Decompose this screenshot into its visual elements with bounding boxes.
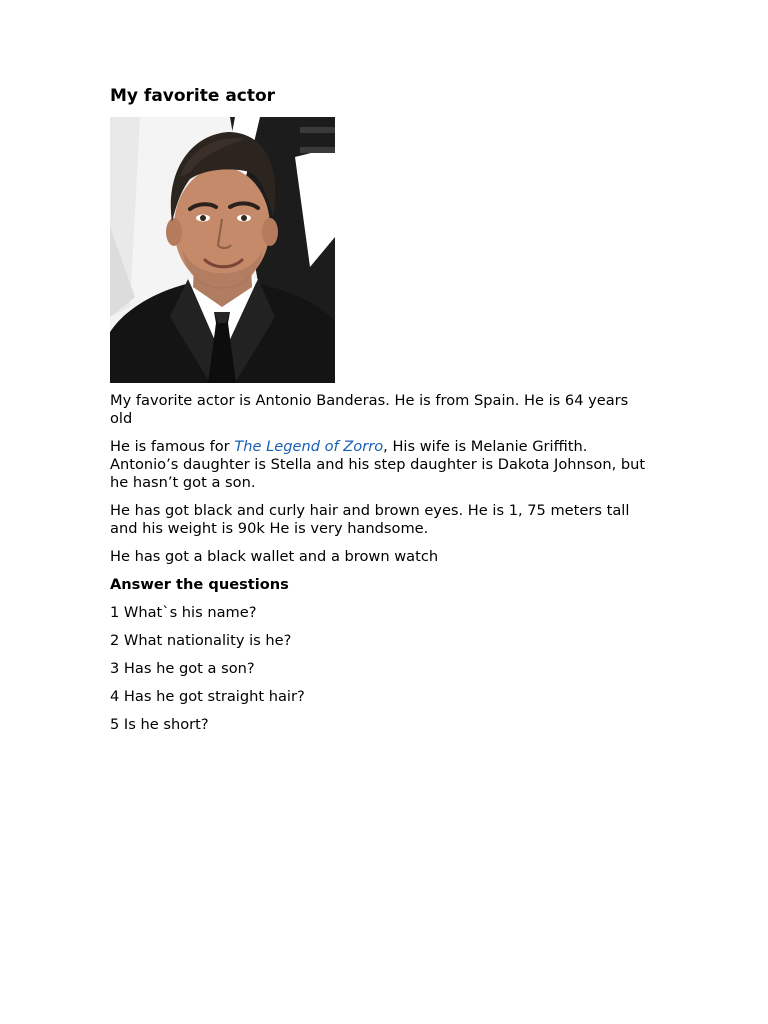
paragraph-famous-suffix: , His wife is Melanie Griffith. Antonio’s daughter is Stella and his step daughter is Dakota Johnson, but he hasn’t got a son. bbox=[110, 438, 646, 491]
paragraph-famous-prefix: He is famous for bbox=[110, 438, 235, 455]
movie-link[interactable]: The Legend of Zorro bbox=[234, 438, 384, 455]
question-item: 1 What`s his name? bbox=[110, 604, 257, 621]
article-body bbox=[110, 392, 655, 744]
paragraph-famous bbox=[110, 438, 655, 492]
question-item: 2 What nationality is he? bbox=[110, 632, 292, 649]
paragraph-possessions: He has got a black wallet and a brown watch bbox=[110, 548, 439, 565]
page-title: My favorite actor bbox=[110, 86, 276, 106]
question-item: 4 Has he got straight hair? bbox=[110, 688, 305, 705]
paragraph-intro: My favorite actor is Antonio Banderas. He is from Spain. He is 64 years old bbox=[110, 392, 629, 427]
questions-heading: Answer the questions bbox=[110, 576, 289, 593]
question-item: 3 Has he got a son? bbox=[110, 660, 255, 677]
actor-photo bbox=[110, 117, 335, 383]
question-item: 5 Is he short? bbox=[110, 716, 209, 733]
paragraph-appearance: He has got black and curly hair and brown eyes. He is 1, 75 meters tall and his weight is 90k He is very handsome. bbox=[110, 502, 630, 537]
